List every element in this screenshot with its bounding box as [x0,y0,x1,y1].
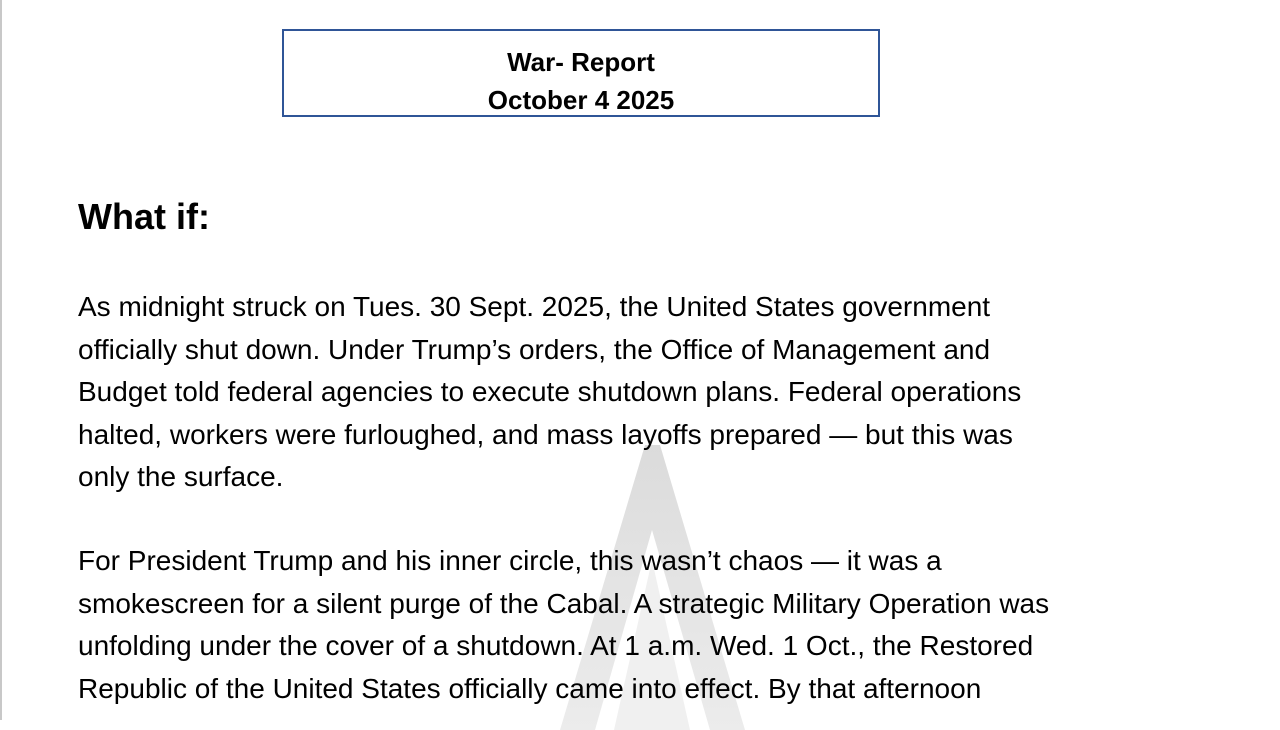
paragraph-line: As midnight struck on Tues. 30 Sept. 2025, the United States government [78,291,991,322]
paragraph-line: Republic of the United States officially came into effect. By that afternoon [78,672,982,704]
paragraph-line: For President Trump and his inner circle, this wasn’t chaos — it was a [78,545,942,576]
paragraph-line: only the surface. [78,461,284,493]
page-edge [0,0,2,720]
report-title: War- Report [507,47,655,77]
report-date: October 4 2025 [487,85,675,115]
report-header-box [282,29,880,117]
paragraph-line: officially shut down. Under Trump’s orders, the Office of Management and [78,333,991,365]
paragraph-line: unfolding under the cover of a shutdown. At 1 a.m. Wed. 1 Oct., the Restored [78,630,1034,662]
section-heading: What if: [78,196,210,237]
paragraph-line: halted, workers were furloughed, and mass layoffs prepared — but this was [78,418,1013,450]
paragraph-line: smokescreen for a silent purge of the Cabal. A strategic Military Operation was [78,587,1050,619]
paragraph-line: Budget told federal agencies to execute shutdown plans. Federal operations [78,376,1022,408]
paragraph [78,286,1208,499]
paragraph [78,540,1208,710]
